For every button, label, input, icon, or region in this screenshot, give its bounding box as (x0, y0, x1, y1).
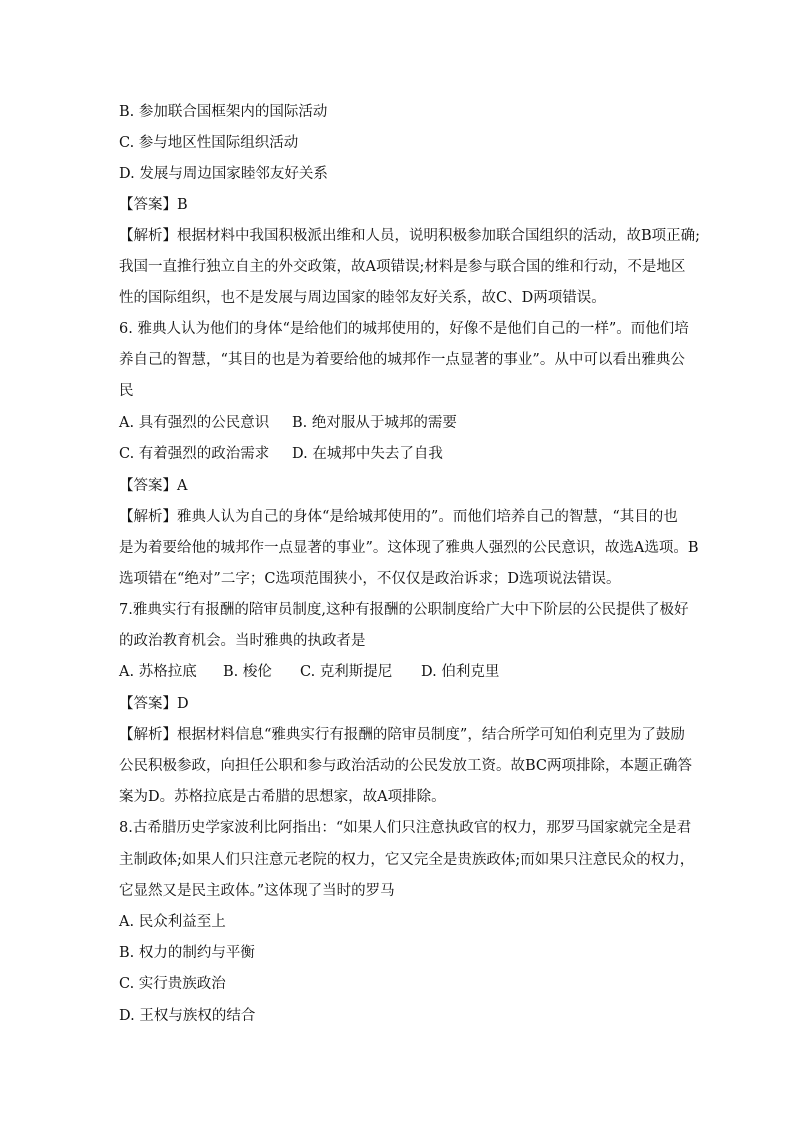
q8-stem-line: 它显然又是民主政体。”这体现了当时的罗马 (119, 883, 395, 899)
q5-option-d: D. 发展与周边国家睦邻友好关系 (119, 166, 328, 182)
q7-answer: 【答案】D (119, 696, 189, 712)
q7-stem-line: 的政治教育机会。当时雅典的执政者是 (119, 633, 366, 649)
q5-analysis-line: 性的国际组织，也不是发展与周边国家的睦邻友好关系，故C、D两项错误。 (119, 290, 606, 306)
q7-analysis-line: 【解析】根据材料信息“雅典实行有报酬的陪审员制度”，结合所学可知伯利克里为了鼓励 (119, 727, 685, 743)
q6-analysis-line: 选项错在“绝对”二字；C选项范围狭小，不仅仅是政治诉求；D选项说法错误。 (119, 571, 621, 587)
q6-option-d: D. 在城邦中失去了自我 (292, 446, 443, 462)
q6-stem-line: 养自己的智慧，“其目的也是为着要给他的城邦作一点显著的事业”。从中可以看出雅典公 (119, 352, 685, 368)
q5-analysis-line: 我国一直推行独立自主的外交政策，故A项错误;材料是参与联合国的维和行动，不是地区 (119, 259, 686, 275)
q7-analysis-line: 公民积极参政，向担任公职和参与政治活动的公民发放工资。故BC两项排除，本题正确答 (119, 758, 693, 774)
q8-stem-line: 8.古希腊历史学家波利比阿指出：“如果人们只注意执政官的权力，那罗马国家就完全是君 (119, 820, 692, 836)
q5-option-c: C. 参与地区性国际组织活动 (119, 135, 299, 151)
q6-stem-line: 6. 雅典人认为他们的身体“是给他们的城邦使用的，好像不是他们自己的一样”。而他们培 (119, 321, 689, 337)
q6-analysis-line: 是为着要给他的城邦作一点显著的事业”。这体现了雅典人强烈的公民意识，故选A选项。B (119, 540, 699, 556)
q7-option-b: B. 梭伦 (223, 664, 272, 680)
q7-option-d: D. 伯利克里 (421, 664, 500, 680)
q8-option-d: D. 王权与族权的结合 (119, 1008, 256, 1024)
q7-option-c: C. 克利斯提尼 (300, 664, 393, 680)
q5-option-b: B. 参加联合国框架内的国际活动 (119, 104, 328, 120)
q5-analysis-line: 【解析】根据材料中我国积极派出维和人员，说明积极参加联合国组织的活动，故B项正确; (119, 228, 701, 244)
q6-option-b: B. 绝对服从于城邦的需要 (292, 415, 457, 431)
q7-analysis-line: 案为D。苏格拉底是古希腊的思想家，故A项排除。 (119, 789, 446, 805)
q6-option-c: C. 有着强烈的政治需求 (119, 446, 270, 462)
q8-option-a: A. 民众利益至上 (119, 914, 226, 930)
q8-option-c: C. 实行贵族政治 (119, 976, 226, 992)
q6-stem-line: 民 (119, 383, 134, 399)
q7-option-a: A. 苏格拉底 (119, 664, 197, 680)
q7-stem-line: 7.雅典实行有报酬的陪审员制度,这种有报酬的公职制度给广大中下阶层的公民提供了极好 (119, 602, 689, 618)
q6-analysis-line: 【解析】雅典人认为自己的身体“是给城邦使用的”。而他们培养自己的智慧，“其目的也 (119, 509, 678, 525)
q6-option-a: A. 具有强烈的公民意识 (119, 415, 270, 431)
q6-answer: 【答案】A (119, 478, 188, 494)
q8-option-b: B. 权力的制约与平衡 (119, 945, 255, 961)
q8-stem-line: 主制政体;如果人们只注意元老院的权力，它又完全是贵族政体;而如果只注意民众的权力， (119, 852, 695, 868)
q5-answer: 【答案】B (119, 197, 188, 213)
